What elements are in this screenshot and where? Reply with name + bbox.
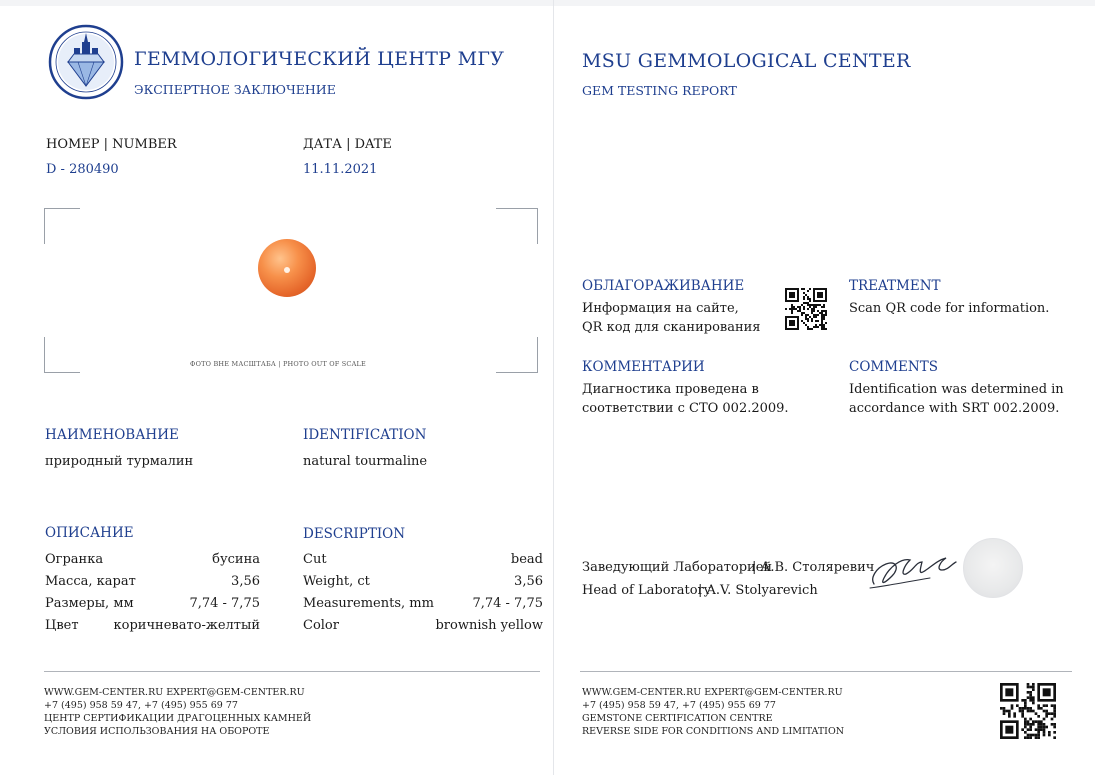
desc-en-cut-label: Cut — [303, 552, 327, 567]
qr-code-icon[interactable] — [1000, 683, 1056, 739]
footer-left — [44, 686, 311, 738]
description-ru-label: ОПИСАНИЕ — [45, 525, 134, 541]
footer-divider-left — [44, 671, 540, 672]
desc-ru-cut-label: Огранка — [45, 552, 104, 567]
desc-ru-color-value: коричневато-желтый — [113, 618, 260, 633]
footer-divider-right — [580, 671, 1072, 672]
treatment-ru-line2: QR код для сканирования — [582, 320, 761, 335]
footer-right-line1[interactable]: WWW.GEM-CENTER.RU EXPERT@GEM-CENTER.RU — [582, 687, 843, 698]
footer-right-line2: +7 (495) 958 59 47, +7 (495) 955 69 77 — [582, 700, 776, 711]
doc-title-en: GEM TESTING REPORT — [582, 83, 737, 98]
comments-ru-label: КОММЕНТАРИИ — [582, 359, 705, 375]
desc-en-weight-label: Weight, ct — [303, 574, 370, 589]
desc-ru-size-label: Размеры, мм — [45, 596, 134, 611]
org-title-ru: ГЕММОЛОГИЧЕСКИЙ ЦЕНТР МГУ — [134, 48, 505, 70]
desc-en-color-label: Color — [303, 618, 339, 633]
bead-hole — [284, 267, 290, 273]
footer-right — [582, 686, 844, 738]
frame-corner-tl — [44, 208, 80, 244]
desc-en-color-value: brownish yellow — [435, 618, 543, 633]
doc-title-ru: ЭКСПЕРТНОЕ ЗАКЛЮЧЕНИЕ — [134, 82, 336, 97]
footer-left-line2: +7 (495) 958 59 47, +7 (495) 955 69 77 — [44, 700, 238, 711]
number-value: D - 280490 — [46, 162, 119, 177]
head-ru-name: | А.В. Столяревич — [752, 560, 875, 575]
desc-ru-cut-value: бусина — [212, 552, 260, 567]
treatment-ru-label: ОБЛАГОРАЖИВАНИЕ — [582, 278, 745, 294]
top-edge — [0, 0, 1095, 6]
identification-ru-label: НАИМЕНОВАНИЕ — [45, 427, 179, 443]
treatment-en-label: TREATMENT — [849, 278, 941, 294]
treatment-en-value: Scan QR code for information. — [849, 301, 1050, 316]
comments-en-line1: Identification was determined in — [849, 382, 1064, 397]
page-fold — [553, 0, 554, 775]
comments-ru-line1: Диагностика проведена в — [582, 382, 759, 397]
treatment-ru-line1: Информация на сайте, — [582, 301, 739, 316]
msu-logo-icon — [48, 24, 124, 100]
footer-right-line4: REVERSE SIDE FOR CONDITIONS AND LIMITATION — [582, 726, 845, 737]
footer-left-line4: УСЛОВИЯ ИСПОЛЬЗОВАНИЯ НА ОБОРОТЕ — [44, 726, 270, 737]
frame-corner-tr — [496, 208, 538, 244]
desc-en-size-value: 7,74 - 7,75 — [472, 596, 543, 611]
qr-code-icon[interactable] — [785, 288, 827, 330]
comments-en-label: COMMENTS — [849, 359, 938, 375]
desc-en-size-label: Measurements, mm — [303, 596, 434, 611]
date-label: ДАТА | DATE — [303, 137, 392, 152]
seal-icon — [963, 538, 1023, 598]
desc-ru-weight-label: Масса, карат — [45, 574, 136, 589]
frame-corner-bl — [44, 337, 80, 373]
comments-en-line2: accordance with SRT 002.2009. — [849, 401, 1060, 416]
desc-en-weight-value: 3,56 — [514, 574, 543, 589]
head-ru-title: Заведующий Лабораторией — [582, 560, 773, 575]
desc-ru-size-value: 7,74 - 7,75 — [189, 596, 260, 611]
identification-ru-value: природный турмалин — [45, 454, 194, 469]
footer-right-line3: GEMSTONE CERTIFICATION CENTRE — [582, 713, 773, 724]
photo-caption: ФОТО ВНЕ МАСШТАБА | PHOTO OUT OF SCALE — [190, 360, 366, 368]
description-en-label: DESCRIPTION — [303, 526, 406, 542]
number-label: НОМЕР | NUMBER — [46, 137, 177, 152]
org-title-en: MSU GEMMOLOGICAL CENTER — [582, 50, 911, 72]
gem-photo — [258, 239, 316, 297]
identification-en-label: IDENTIFICATION — [303, 427, 427, 443]
desc-ru-color-label: Цвет — [45, 618, 79, 633]
footer-left-line1[interactable]: WWW.GEM-CENTER.RU EXPERT@GEM-CENTER.RU — [44, 687, 305, 698]
date-value: 11.11.2021 — [303, 162, 378, 177]
identification-en-value: natural tourmaline — [303, 454, 428, 469]
frame-corner-br — [496, 337, 538, 373]
desc-en-cut-value: bead — [510, 552, 543, 567]
comments-ru-line2: соответствии с СТО 002.2009. — [582, 401, 789, 416]
head-en-name: | A.V. Stolyarevich — [698, 583, 818, 598]
desc-ru-weight-value: 3,56 — [231, 574, 260, 589]
signature-icon — [866, 548, 958, 592]
head-en-title: Head of Laboratory — [582, 583, 712, 598]
footer-left-line3: ЦЕНТР СЕРТИФИКАЦИИ ДРАГОЦЕННЫХ КАМНЕЙ — [44, 713, 312, 724]
